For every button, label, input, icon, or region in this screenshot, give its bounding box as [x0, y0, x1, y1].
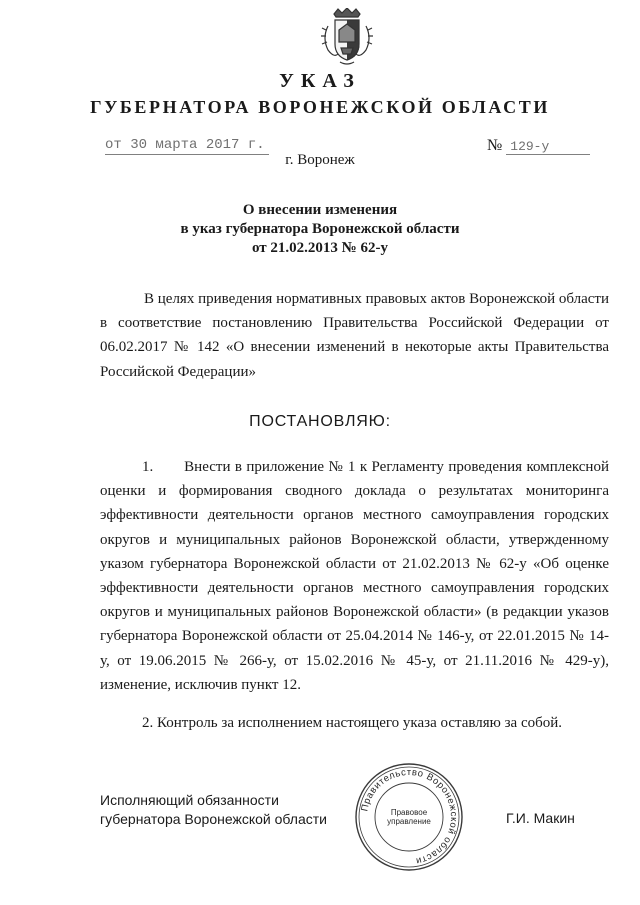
preamble-paragraph: В целях приведения нормативных правовых актов Воронежской области в соответствие постановлению Правительства Российской Федерации от 06.02.2017 № 142 «О внесении изменений в некоторые акты Правительства Российской Федерации» — [100, 291, 609, 380]
decree-word: ПОСТАНОВЛЯЮ: — [249, 413, 391, 430]
item-1-paragraph: 1. Внести в приложение № 1 к Регламенту проведения комплексной оценки и формирования сводного доклада о результатах мониторинга эффективности деятельности органов местного самоуправления городских округов и муниципальных районов Воронежской области, утвержденному указом губернатора Воронежской области от 21.02.2013 № 62-у «Об оценке эффективности деятельности органов местного самоуправления городских округов и муниципальных районов Воронежской области» (в редакции указов губернатора Воронежской области от 25.04.2014 № 146-у, от 22.01.2015 № 14-у, от 19.06.2015 № 266-у, от 15.02.2016 № 45-у, от 21.11.2016 № 429-у), изменение, исключив пункт 12. — [100, 459, 613, 693]
stamp-ring-text: Правительство Воронежской области — [359, 766, 460, 867]
stamp-center-line-2: управление — [387, 817, 431, 826]
position-line-1: Исполняющий обязанности — [100, 792, 279, 808]
city: г. Воронеж — [285, 152, 355, 168]
subject-line-2: в указ губернатора Воронежской области — [180, 221, 460, 237]
position-line-2: губернатора Воронежской области — [100, 811, 327, 827]
item-2-paragraph: 2. Контроль за исполнением настоящего указа оставляю за собой. — [142, 715, 563, 731]
number-value: 129-у — [506, 139, 590, 155]
decree-subject — [0, 201, 640, 258]
signatory-position — [100, 791, 327, 829]
date-label: от — [105, 137, 122, 153]
issuer-title: ГУБЕРНАТОРА ВОРОНЕЖСКОЙ ОБЛАСТИ — [90, 97, 550, 117]
subject-line-3: от 21.02.2013 № 62-у — [252, 240, 388, 256]
decree-date — [105, 137, 269, 153]
date-value: 30 марта 2017 г. — [130, 137, 265, 153]
number-label: № — [487, 137, 503, 154]
document-type-title: УКАЗ — [279, 70, 361, 92]
signer-name: Г.И. Макин — [506, 810, 575, 826]
subject-line-1: О внесении изменения — [242, 202, 398, 218]
coat-of-arms-icon — [320, 8, 374, 66]
stamp-center-line-1: Правовое — [390, 808, 428, 817]
stamp-center-text — [384, 808, 434, 826]
